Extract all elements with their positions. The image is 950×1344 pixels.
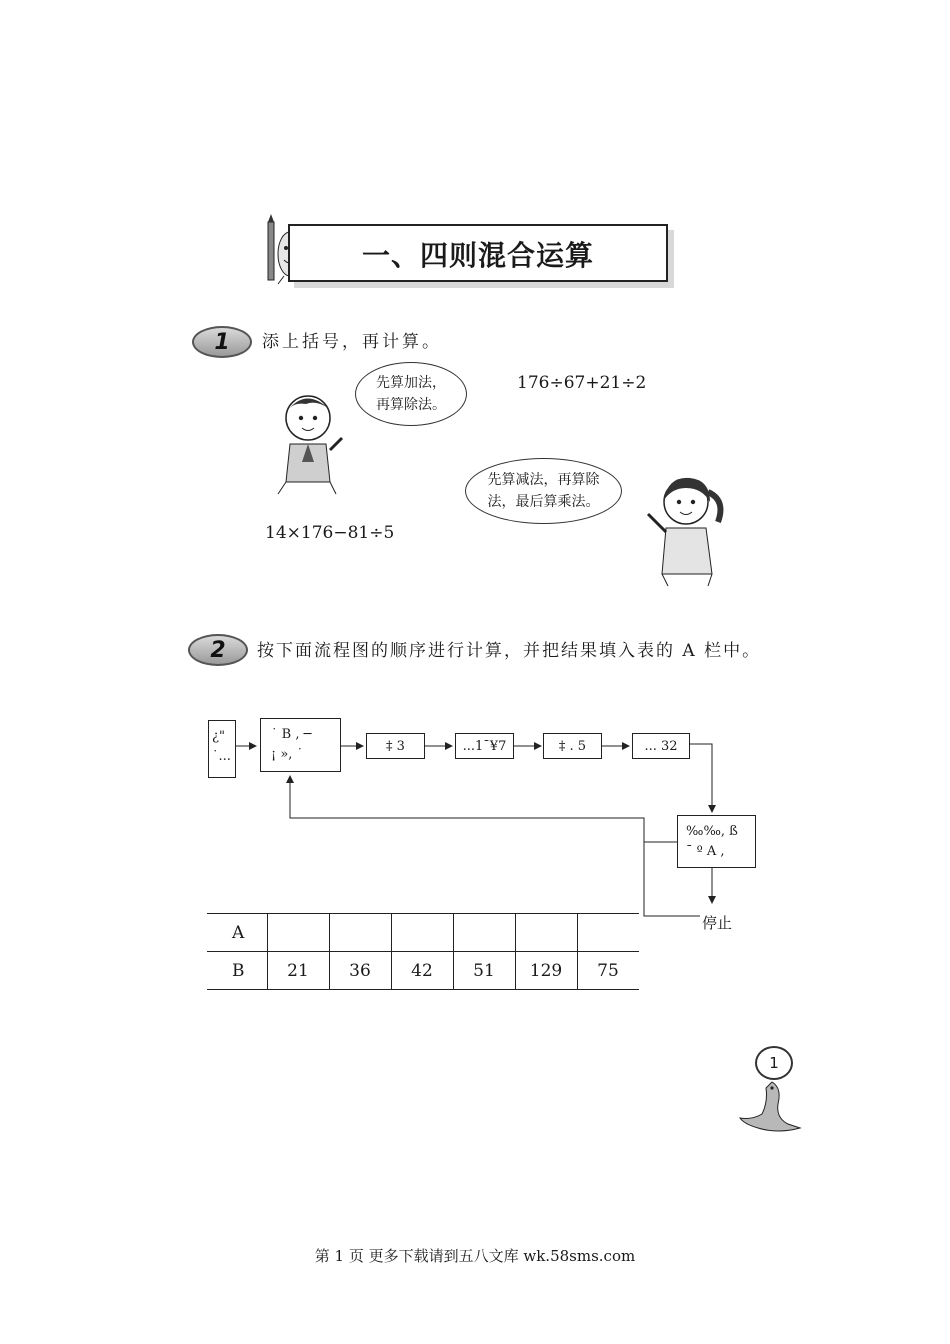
- flow-start-box: ¿" ˙...: [208, 720, 236, 778]
- row-a-cell[interactable]: [267, 914, 329, 952]
- row-b-cell: 36: [329, 952, 391, 990]
- section-1-badge: 1: [192, 326, 252, 358]
- section-2-badge: 2: [188, 634, 248, 666]
- flow-output-box: ‰‰, ß ˉ º A ,: [677, 815, 756, 868]
- girl-speech-bubble: 先算减法，再算除 法，最后算乘法。: [465, 458, 622, 524]
- row-b-cell: 21: [267, 952, 329, 990]
- flow-step-5: ‡ . 5: [543, 733, 602, 759]
- boy-speech-bubble: 先算加法， 再算除法。: [355, 362, 467, 426]
- page-footer: 第 1 页 更多下载请到五八文库 wk.58sms.com: [314, 1247, 636, 1265]
- row-a-cell[interactable]: [453, 914, 515, 952]
- row-a-cell[interactable]: [391, 914, 453, 952]
- result-table: [207, 913, 639, 990]
- flow-input-box: ˙ B , ─ ¡ », ˙: [260, 718, 341, 772]
- table-row-b: [207, 952, 639, 990]
- flow-step-plus-3: ‡ 3: [366, 733, 425, 759]
- section-1-instruction: 添上括号，再计算。: [262, 332, 442, 352]
- page-number-bubble: 1: [755, 1046, 793, 1080]
- expression-right: 176÷67+21÷2: [517, 373, 647, 393]
- row-b-cell: 42: [391, 952, 453, 990]
- row-b-label: B: [207, 952, 267, 990]
- flow-stop-label: 停止: [702, 914, 733, 932]
- table-row-a: [207, 914, 639, 952]
- row-a-cell[interactable]: [329, 914, 391, 952]
- row-a-label: A: [207, 914, 267, 952]
- seal-mascot-icon: [738, 1078, 804, 1134]
- flow-step-32: ... 32: [632, 733, 690, 759]
- row-b-cell: 51: [453, 952, 515, 990]
- row-b-cell: 129: [515, 952, 577, 990]
- row-a-cell[interactable]: [577, 914, 639, 952]
- row-b-cell: 75: [577, 952, 639, 990]
- expression-left: 14×176−81÷5: [265, 523, 395, 543]
- flow-step-2: ...1ˉ¥7: [455, 733, 514, 759]
- section-2-instruction: 按下面流程图的顺序进行计算，并把结果填入表的 A 栏中。: [257, 641, 762, 661]
- page-title: 一、四则混合运算: [361, 239, 594, 272]
- row-a-cell[interactable]: [515, 914, 577, 952]
